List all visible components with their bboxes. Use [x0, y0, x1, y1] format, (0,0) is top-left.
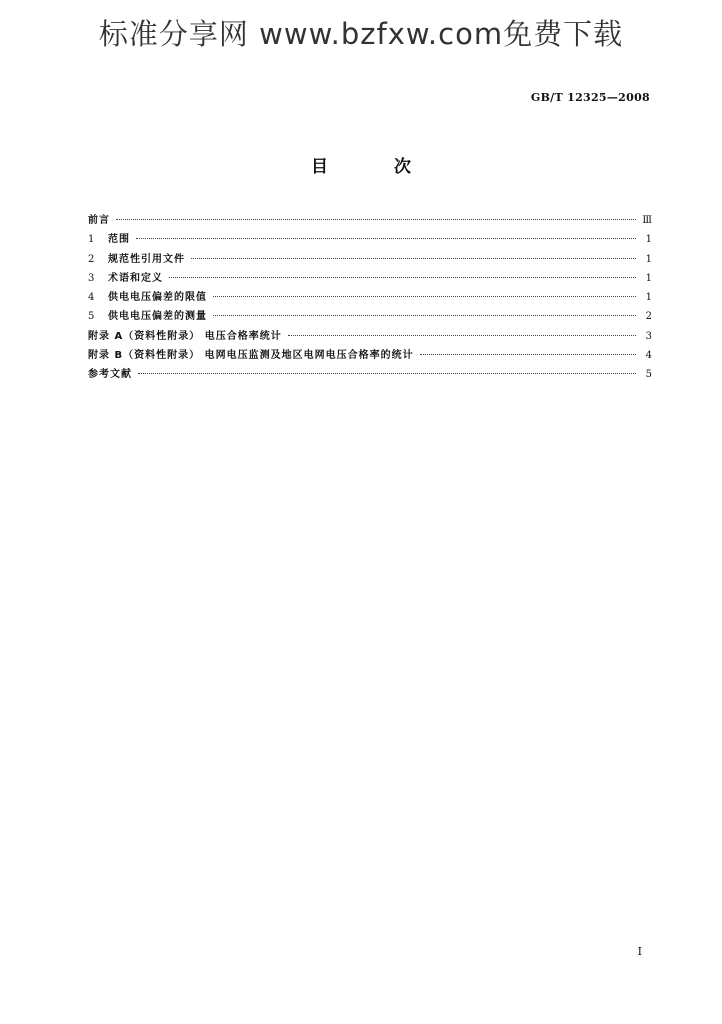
toc-leader-dots: [288, 335, 636, 336]
toc-entry-number: 5: [88, 311, 95, 323]
toc-entry-label: 供电电压偏差的测量: [108, 311, 207, 323]
toc-entry-foreword[interactable]: [88, 211, 652, 230]
toc-entry-number: 4: [88, 292, 95, 304]
toc-entry-page: 1: [645, 253, 652, 265]
watermark-text: 标准分享网 www.bzfxw.com免费下载: [98, 17, 624, 51]
toc-entry-number: 2: [88, 253, 95, 265]
toc-entry-annex-a[interactable]: [88, 327, 652, 346]
toc-entry-page: 3: [645, 330, 652, 342]
toc-entry-page: Ⅲ: [642, 215, 652, 226]
page-number: I: [637, 945, 642, 958]
toc-leader-dots: [136, 238, 636, 239]
toc-entry-page: 5: [645, 369, 652, 381]
toc-entry-label: 参考文献: [88, 369, 132, 381]
toc-entry-terms-definitions[interactable]: [88, 269, 652, 288]
toc-entry-page: 2: [645, 311, 652, 323]
toc-entry-page: 1: [645, 292, 652, 304]
toc-entry-label: 供电电压偏差的限值: [108, 292, 207, 304]
toc-entry-number: 3: [88, 272, 95, 284]
toc-entry-label: 附录 B（资料性附录） 电网电压监测及地区电网电压合格率的统计: [88, 350, 414, 362]
toc-entry-page: 1: [645, 234, 652, 246]
toc-leader-dots: [169, 277, 636, 278]
toc-entry-deviation-measurement[interactable]: [88, 307, 652, 326]
toc-title: 目 次: [311, 157, 441, 177]
toc-entry-annex-b[interactable]: [88, 346, 652, 365]
toc-entry-page: 4: [645, 350, 652, 362]
toc-leader-dots: [213, 296, 636, 297]
toc-leader-dots: [191, 258, 636, 259]
toc-entry-label: 规范性引用文件: [108, 253, 185, 265]
toc-leader-dots: [420, 354, 636, 355]
toc-entry-scope[interactable]: [88, 230, 652, 249]
toc-entry-page: 1: [645, 272, 652, 284]
toc-entry-label: 前言: [88, 215, 110, 226]
table-of-contents: [88, 211, 652, 385]
toc-entry-bibliography[interactable]: [88, 365, 652, 384]
toc-entry-number: 1: [88, 234, 95, 246]
toc-entry-label: 术语和定义: [108, 272, 163, 284]
toc-leader-dots: [213, 315, 636, 316]
toc-leader-dots: [138, 373, 636, 374]
standard-code: GB/T 12325—2008: [530, 91, 650, 104]
toc-entry-label: 附录 A（资料性附录） 电压合格率统计: [88, 330, 282, 342]
toc-entry-label: 范围: [108, 234, 130, 246]
toc-entry-normative-references[interactable]: [88, 250, 652, 269]
toc-leader-dots: [116, 219, 636, 220]
toc-entry-deviation-limits[interactable]: [88, 288, 652, 307]
